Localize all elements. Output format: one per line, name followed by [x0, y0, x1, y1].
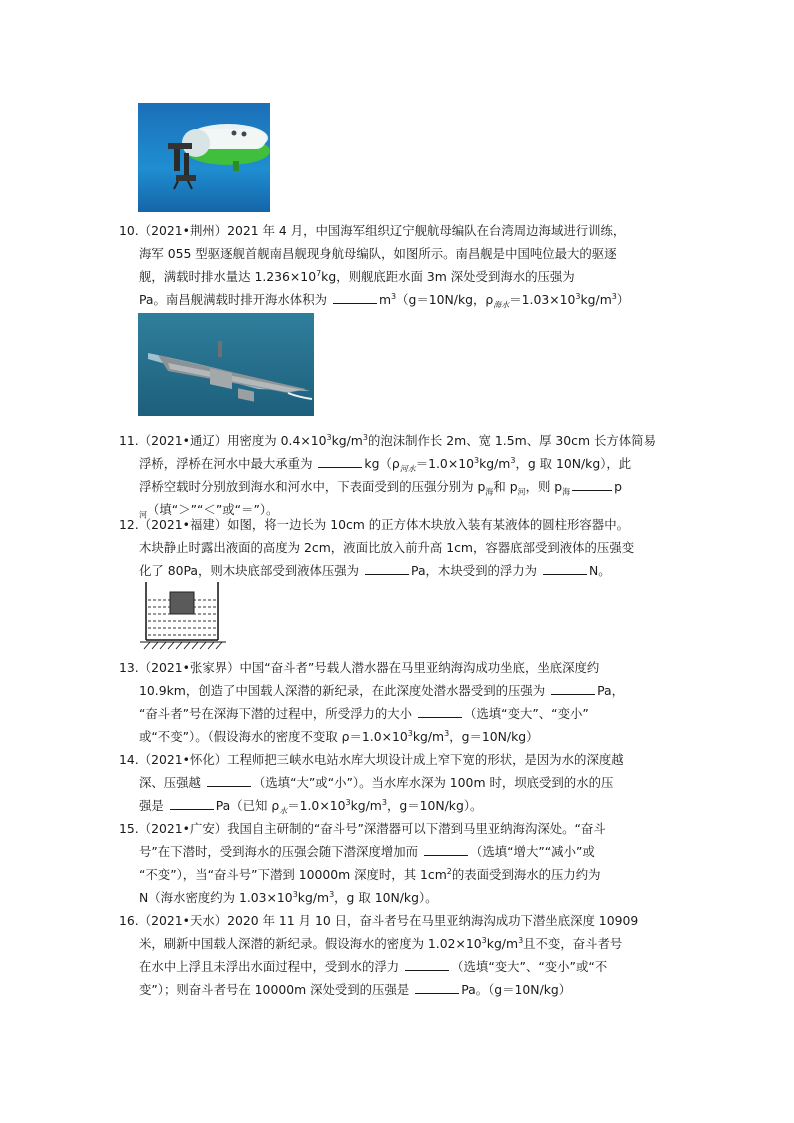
answer-blank[interactable]	[424, 844, 468, 856]
question-source: （2021•福建）	[138, 517, 228, 532]
question-number: 11.	[119, 433, 139, 448]
question-source: （2021•广安）	[138, 821, 228, 836]
answer-blank[interactable]	[365, 563, 409, 575]
question-number: 12.	[119, 517, 139, 532]
answer-blank[interactable]	[405, 959, 449, 971]
question-10: 10.（2021•荆州）2021 年 4 月，中国海军组织辽宁舰航母编队在台湾周边海域进行训练， 海军 055 型驱逐舰首舰南昌舰现身航母编队，如图所示。南昌舰是中国吨位最大的驱逐 舰，满载时排水量达 $1.236\times 10^7kg$，则舰底距水面 3m 深处受到海水的压强为 Pa。南昌舰满载时排开海水体积为 $m^3(g=10N/kg$，$\rho_{海水}=1.03\times 10^3kg/m^3$）	[119, 223, 630, 310]
question-13: 13.（2021•张家界）中国“奋斗者”号载人潜水器在马里亚纳海沟成功坐底，坐底深度约 10.9km，创造了中国载人深潜的新纪录，在此深度处潜水器受到的压强为 Pa， “奋斗者”号在深海下潜的过程中，所受浮力的大小 （选填“变大”、“变小” 或“不变”）。（假设海水的密度不变取 $\rho=1.0\times 10^3kg/m^3$，g＝10N/kg）	[119, 660, 625, 744]
answer-blank[interactable]	[318, 456, 362, 468]
question-11: 11.（2021•通辽）用密度为 $0.4\times 10^3kg/m^3$的泡沫制作长 2m、宽 1.5m、厚 30cm 长方体简易 浮桥，浮桥在河水中最大承重为 $kg(\rho_{河水}=1.0\times 10^3kg/m^3$，g 取 10N/kg），此 浮桥空载时分别放到海水和河水中，下表面受到的压强分别为 $p_海$和 $p_河$，则 $p_海$ p $_河$（填“＞”“＜”或“＝”）。	[119, 432, 656, 520]
answer-blank[interactable]	[551, 683, 595, 695]
question-number: 15.	[119, 821, 139, 836]
question-number: 10.	[119, 223, 139, 238]
answer-blank[interactable]	[572, 479, 612, 491]
question-16: 16.（2021•天水）2020 年 11 月 10 日，奋斗者号在马里亚纳海沟成功下潜坐底深度 10909 米，刷新中国载人深潜的新纪录。假设海水的密度为 $1.02\times 10^3kg/m^3$且不变，奋斗者号 在水中上浮且未浮出水面过程中，受到水的浮力 （选填“变大”、“变小”或“不 变”）；则奋斗者号在 10000m 深处受到的压强是 Pa。（g＝10N/kg）	[119, 913, 639, 997]
question-12: 12.（2021•福建）如图，将一边长为 10cm 的正方体木块放入装有某液体的圆柱形容器中。 木块静止时露出液面的高度为 2cm，液面比放入前升高 1cm，容器底部受到液体的压强变 化了 80Pa，则木块底部受到液体压强为 Pa，木块受到的浮力为 N。	[119, 517, 635, 578]
question-source: （2021•张家界）	[138, 660, 240, 675]
submersible-photo	[138, 103, 270, 212]
question-number: 13.	[119, 660, 139, 675]
answer-blank[interactable]	[170, 798, 214, 810]
question-source: （2021•怀化）	[138, 752, 228, 767]
question-source: （2021•荆州）	[138, 223, 228, 238]
answer-blank[interactable]	[333, 292, 377, 304]
answer-blank[interactable]	[543, 563, 587, 575]
question-14: 14.（2021•怀化）工程师把三峡水电站水库大坝设计成上窄下宽的形状，是因为水的深度越 深、压强越 （选填“大”或“小”）。当水库水深为 100m 时，坝底受到的水的压 强是 Pa（已知 $\rho_水=1.0\times 10^3kg/m^3$，g＝10N/kg）。	[119, 752, 624, 816]
question-source: （2021•天水）	[138, 913, 228, 928]
question-source: （2021•通辽）	[138, 433, 228, 448]
container-block-diagram	[140, 580, 230, 650]
answer-blank[interactable]	[415, 982, 459, 994]
question-number: 16.	[119, 913, 139, 928]
question-number: 14.	[119, 752, 139, 767]
answer-blank[interactable]	[207, 775, 251, 787]
answer-blank[interactable]	[418, 706, 462, 718]
question-15: 15.（2021•广安）我国自主研制的“奋斗号”深潜器可以下潜到马里亚纳海沟深处。“奋斗 号”在下潜时，受到海水的压强会随下潜深度增加而 （选填“增大”“减小”或 “不变”），当“奋斗号”下潜到 10000m 深度时，其 $1cm^2$的表面受到海水的压力约为 N（海水密度约为 $1.03\times 10^3kg/m^3$，g 取 10N/kg）。	[119, 821, 606, 905]
destroyer-photo	[138, 313, 314, 416]
